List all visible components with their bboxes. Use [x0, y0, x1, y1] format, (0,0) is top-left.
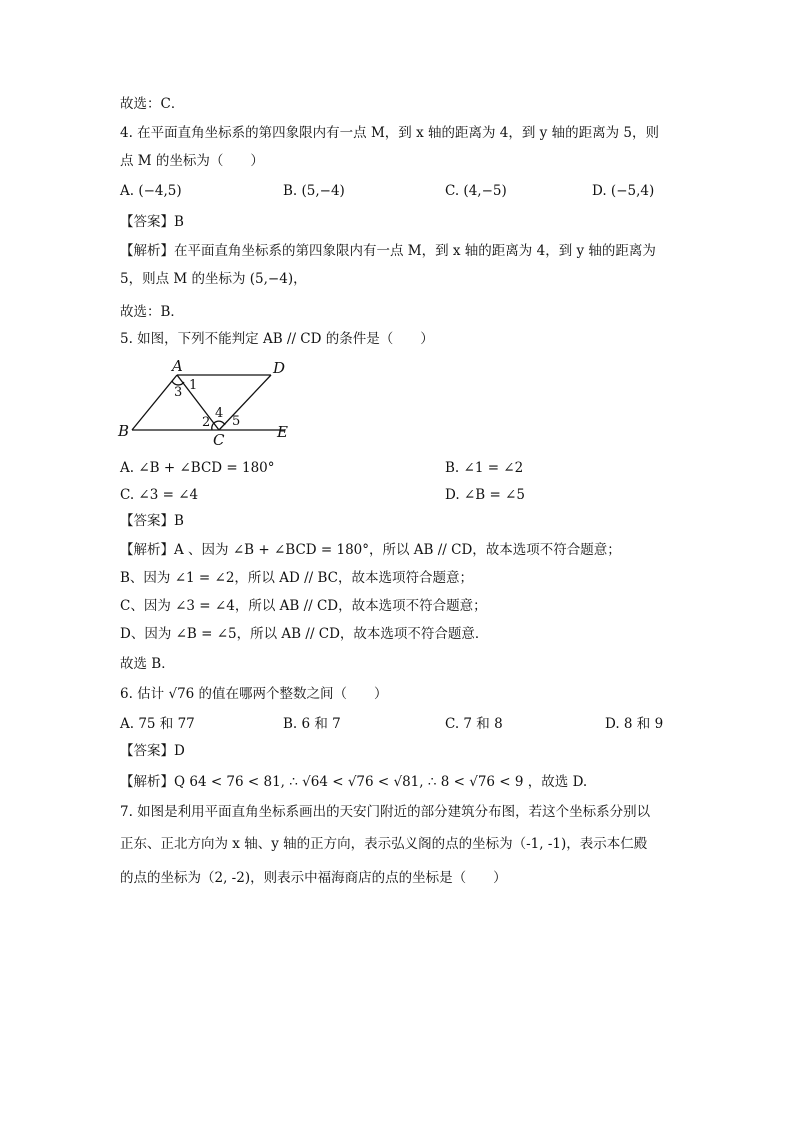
q5-explanation-1: 【解析】A 、因为 ∠B + ∠BCD = 180°，所以 AB // CD，故本选项不符合题意； [120, 542, 621, 558]
text-line: 故选：C． [120, 96, 185, 112]
question-7-stem: 7. 如图是利用平面直角坐标系画出的天安门附近的部分建筑分布图，若这个坐标系分别以 [120, 804, 651, 820]
angle-label-1: 1 [189, 378, 198, 393]
q5-explanation-2: B、因为 ∠1 = ∠2，所以 AD // BC，故本选项符合题意； [120, 570, 473, 586]
label-c: C [213, 431, 225, 447]
q4-conclusion: 故选：B． [120, 304, 184, 320]
label-b: B [118, 422, 130, 440]
angle-label-5: 5 [232, 414, 241, 429]
segment-ab [132, 375, 177, 430]
question-5-stem: 5. 如图，下列不能判定 AB // CD 的条件是（ ） [120, 331, 434, 347]
q4-option-d: D. (−5,4) [592, 183, 655, 199]
q5-option-a: A. ∠B + ∠BCD = 180° [120, 460, 275, 476]
q6-explanation: 【解析】Q 64 < 76 < 81, ∴ √64 < √76 < √81, ∴ 8 < √76 < 9 ，故选 D. [120, 774, 588, 790]
q4-answer: 【答案】B [120, 214, 184, 230]
q4-option-b: B. (5,−4) [283, 183, 345, 199]
q6-option-d: D. 8 和 9 [605, 716, 664, 732]
q4-explanation-2: 5，则点 M 的坐标为 (5,−4)， [120, 271, 307, 287]
q5-option-d: D. ∠B = ∠5 [445, 487, 525, 503]
q4-option-c: C. (4,−5) [445, 183, 507, 199]
q6-option-b: B. 6 和 7 [283, 716, 341, 732]
q5-conclusion: 故选 B． [120, 656, 175, 672]
question-6-stem: 6. 估计 √76 的值在哪两个整数之间（ ） [120, 686, 388, 702]
segment-cd [219, 375, 271, 430]
angle-label-2: 2 [202, 415, 211, 430]
q6-option-a: A. 75 和 77 [120, 716, 195, 732]
q5-explanation-4: D、因为 ∠B = ∠5，所以 AB // CD，故本选项不符合题意． [120, 626, 489, 642]
question-4-stem-cont: 点 M 的坐标为（ ） [120, 153, 264, 169]
q4-option-a: A. (−4,5) [120, 183, 182, 199]
q6-option-c: C. 7 和 8 [445, 716, 503, 732]
label-e: E [277, 423, 288, 441]
question-7-stem-end: 的点的坐标为（2, -2)，则表示中福海商店的点的坐标是（ ） [120, 870, 507, 886]
geometry-figure [115, 355, 305, 447]
q5-explanation-3: C、因为 ∠3 = ∠4，所以 AB // CD，故本选项不符合题意； [120, 598, 487, 614]
label-a: A [172, 357, 183, 375]
question-7-stem-cont: 正东、正北方向为 x 轴、y 轴的正方向，表示弘义阁的点的坐标为（-1, -1)，表示本仁殿 [120, 836, 648, 852]
question-4-stem: 4. 在平面直角坐标系的第四象限内有一点 M，到 x 轴的距离为 4，到 y 轴的距离为 5，则 [120, 125, 659, 141]
angle-label-4: 4 [215, 406, 224, 421]
q5-option-b: B. ∠1 = ∠2 [445, 460, 524, 476]
q5-option-c: C. ∠3 = ∠4 [120, 487, 199, 503]
q6-answer: 【答案】D [120, 743, 185, 759]
angle-label-3: 3 [174, 385, 183, 400]
q4-explanation-1: 【解析】在平面直角坐标系的第四象限内有一点 M，到 x 轴的距离为 4，到 y 轴的距离为 [120, 243, 656, 259]
q5-answer: 【答案】B [120, 513, 184, 529]
label-d: D [273, 359, 286, 377]
